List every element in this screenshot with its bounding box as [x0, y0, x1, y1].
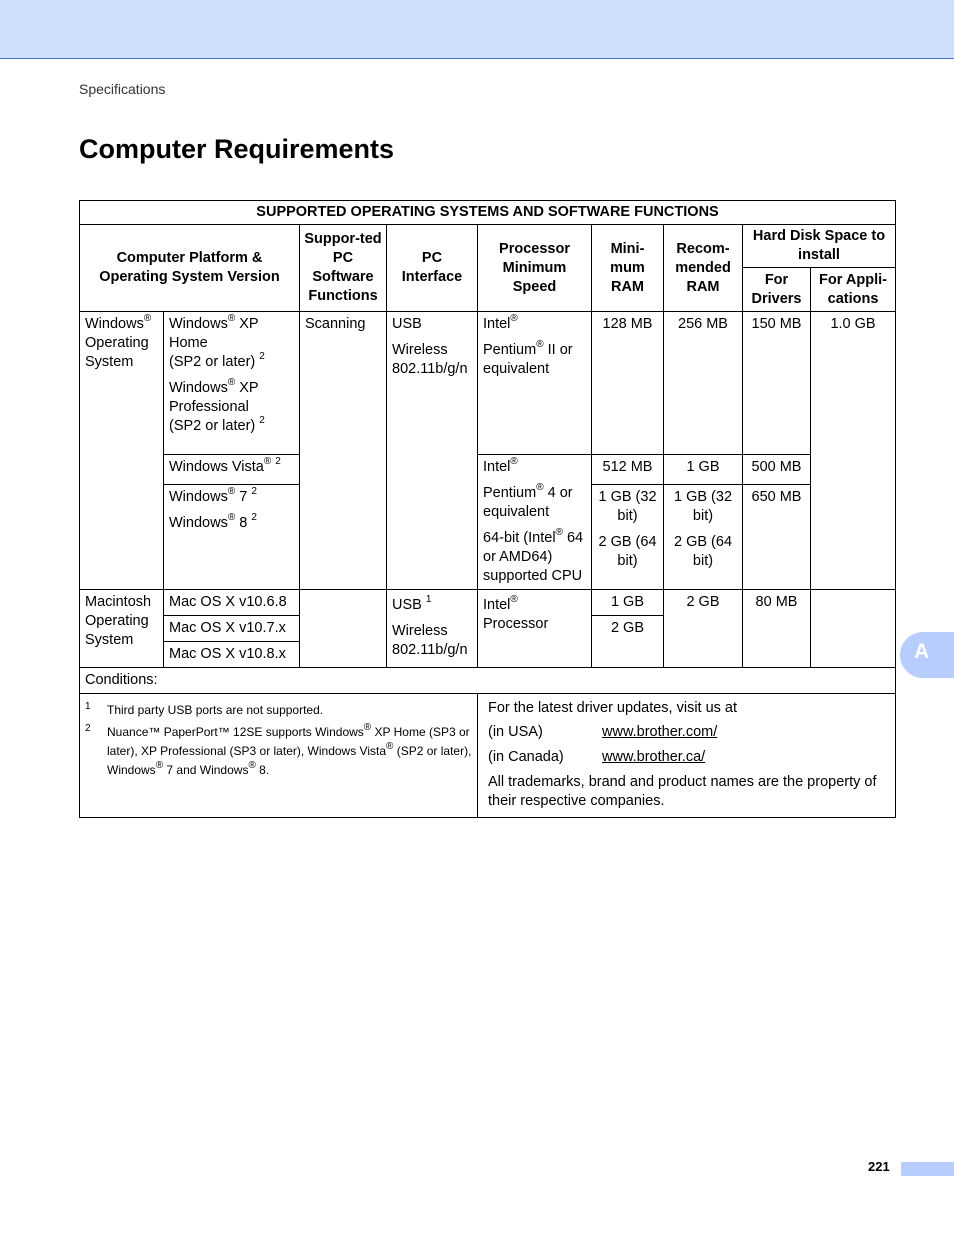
- min-ram-7-8: 1 GB (32 bit) 2 GB (64 bit): [592, 485, 664, 590]
- usa-link[interactable]: www.brother.com/: [602, 724, 718, 740]
- interface-mac: USB $^1$ Wireless 802.11b/g/n: [387, 590, 478, 668]
- os-version-mac-107: Mac OS X v10.7.x: [164, 616, 300, 642]
- os-version-vista: Windows Vista® $^2$: [164, 455, 300, 485]
- driver-updates-text: For the latest driver updates, visit us at: [488, 700, 738, 716]
- usa-label: (in USA): [488, 724, 543, 740]
- page-number-bar: [901, 1162, 954, 1176]
- hdd-drivers-mac: 80 MB: [743, 590, 811, 668]
- hdd-apps-windows: 1.0 GB: [811, 312, 896, 590]
- table-main-heading: SUPPORTED OPERATING SYSTEMS AND SOFTWARE FUNCTIONS: [80, 201, 896, 225]
- hdd-drivers-vista: 500 MB: [743, 455, 811, 485]
- header-functions: Suppor-ted PC Software Functions: [300, 225, 387, 312]
- processor-mac: Intel® Processor: [478, 590, 592, 668]
- os-version-mac-1068: Mac OS X v10.6.8: [164, 590, 300, 616]
- trademarks-text: All trademarks, brand and product names are the property of their respective companies.: [488, 774, 877, 809]
- min-ram-mac-1068: 1 GB: [592, 590, 664, 616]
- requirements-table: [79, 200, 896, 818]
- header-rec-ram: Recom-mended RAM: [664, 225, 743, 312]
- conditions-label: Conditions:: [80, 668, 896, 694]
- rec-ram-xp: 256 MB: [664, 312, 743, 455]
- os-windows: Windows® Operating System: [80, 312, 164, 590]
- header-interface: PC Interface: [387, 225, 478, 312]
- header-platform: Computer Platform & Operating System Version: [80, 225, 300, 312]
- rec-ram-vista: 1 GB: [664, 455, 743, 485]
- info-box: [478, 694, 896, 818]
- table-row: [80, 455, 896, 485]
- canada-link[interactable]: www.brother.ca/: [602, 749, 706, 765]
- header-min-ram: Mini-mum RAM: [592, 225, 664, 312]
- footnote-1: 1 Third party USB ports are not supported.: [85, 701, 324, 717]
- os-macintosh: Macintosh Operating System: [80, 590, 164, 668]
- appendix-tab: A: [900, 632, 954, 678]
- hdd-drivers-7-8: 650 MB: [743, 485, 811, 590]
- section-label: Specifications: [79, 81, 166, 97]
- os-version-xp: Windows® XP Home (SP2 or later) $^2$ Windows® XP Professional (SP2 or later) $^2$: [164, 312, 300, 455]
- function-mac-empty: [300, 590, 387, 668]
- page-number: 221: [868, 1159, 890, 1174]
- min-ram-mac-107-108: 2 GB: [592, 616, 664, 668]
- rec-ram-mac: 2 GB: [664, 590, 743, 668]
- os-version-mac-108: Mac OS X v10.8.x: [164, 642, 300, 668]
- rec-ram-7-8: 1 GB (32 bit) 2 GB (64 bit): [664, 485, 743, 590]
- min-ram-vista: 512 MB: [592, 455, 664, 485]
- hdd-drivers-xp: 150 MB: [743, 312, 811, 455]
- header-processor: Processor Minimum Speed: [478, 225, 592, 312]
- processor-xp: Intel® Pentium® II or equivalent: [478, 312, 592, 455]
- table-row: [80, 312, 896, 455]
- canada-label: (in Canada): [488, 749, 564, 765]
- header-hdd-drivers: For Drivers: [743, 268, 811, 312]
- page-title: Computer Requirements: [79, 134, 395, 164]
- footnotes: [80, 694, 478, 818]
- processor-vista-7-8: Intel® Pentium® 4 or equivalent 64-bit (Intel® 64 or AMD64) supported CPU: [478, 455, 592, 590]
- min-ram-xp: 128 MB: [592, 312, 664, 455]
- header-hdd-apps: For Appli-cations: [811, 268, 896, 312]
- table-row: [80, 590, 896, 616]
- function-scanning: Scanning: [300, 312, 387, 590]
- hdd-apps-mac-empty: [811, 590, 896, 668]
- footnote-2: 2 Nuance™ PaperPort™ 12SE supports Windows® XP Home (SP3 or later), XP Professional (SP3 or later), Windows Vista® (SP2 or later), Windows® 7 and Windows® 8.: [85, 722, 472, 777]
- interface-windows: USB Wireless 802.11b/g/n: [387, 312, 478, 590]
- header-hdd: Hard Disk Space to install: [743, 225, 896, 268]
- os-version-7-8: Windows® 7 $^2$ Windows® 8 $^2$: [164, 485, 300, 590]
- header-band: [0, 0, 954, 59]
